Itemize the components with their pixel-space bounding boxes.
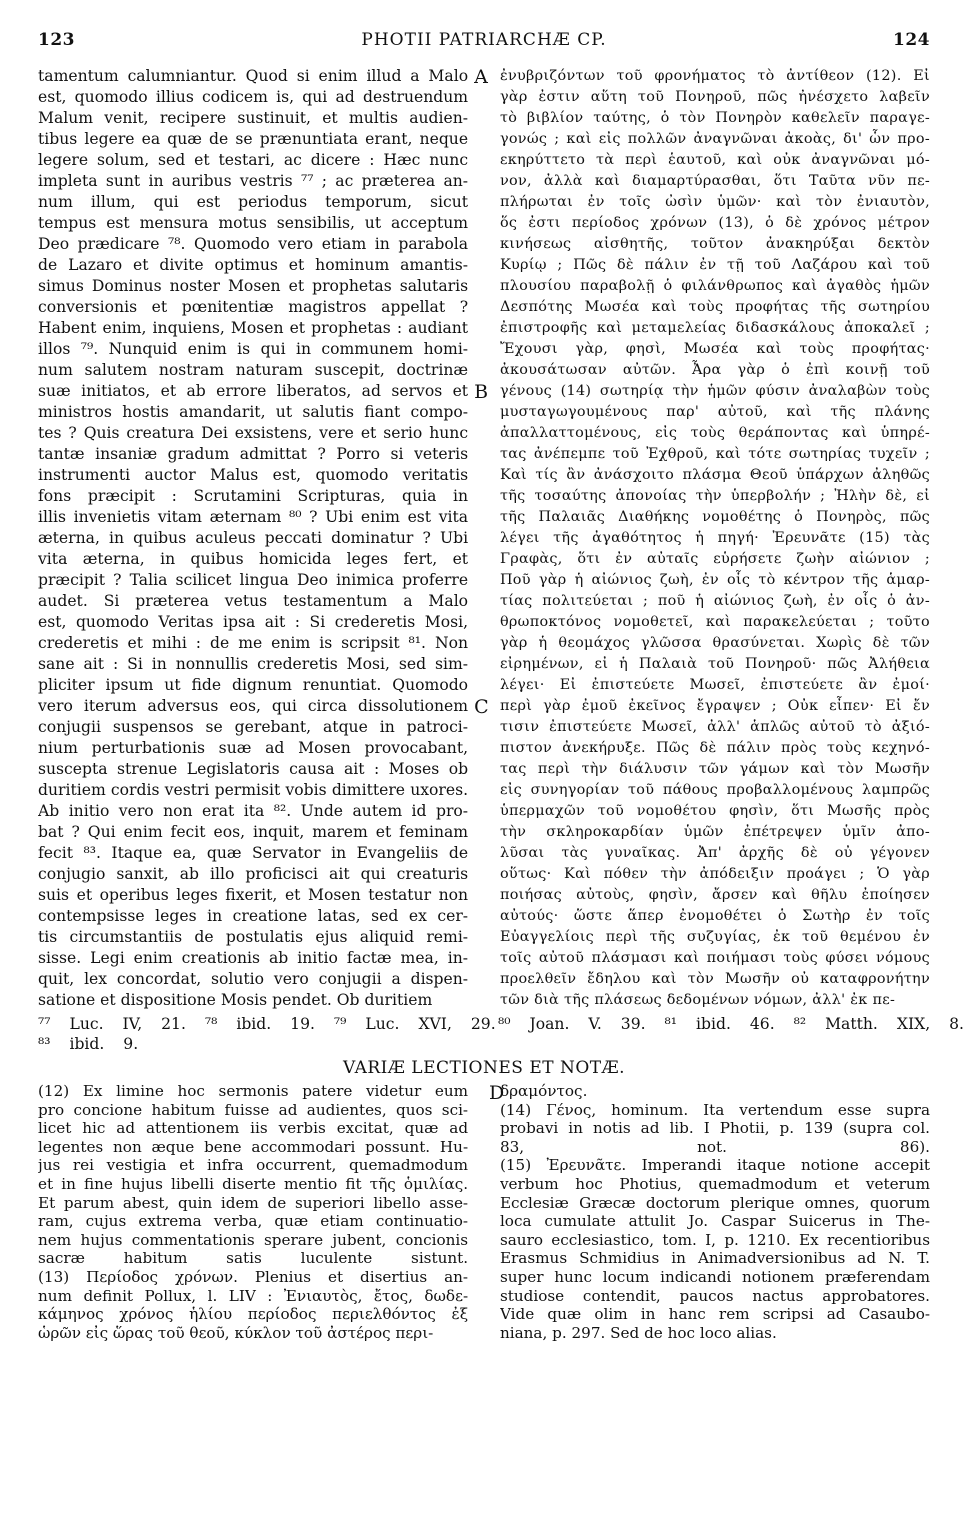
text-line: τίας πολιτεύεται ; ποῦ ἡ αἰώνιος ζωὴ, ἐν οἷς ὁ ἀν- <box>499 593 931 609</box>
note-line: studiose contendit, paucos nactus approbatores. <box>499 1286 931 1305</box>
text-line: ministros hostis amandarit, ut salutis fiant compo- <box>38 403 469 421</box>
text-line: τῆς τοσαύτης ἀπονοίας τὴν ὑπερβολήν ; Ἠλὴν δὲ, εἰ <box>499 488 931 504</box>
text-line: ἀπαλλαττομένους, εἰς τοὺς θεράποντας καὶ ὑπηρέ- <box>499 425 931 441</box>
text-line: tis circumstantiis de postulatis ejus aliquid remi- <box>38 928 469 946</box>
text-line: sisse. Legi enim creationis ab initio factæ mea, in- <box>38 949 469 967</box>
text-line: legere solum, sed et testari, ac dicere : Hæc nunc <box>38 151 469 169</box>
notes-heading: VARIÆ LECTIONES ET NOTÆ. <box>342 1058 626 1078</box>
note-line: pro concione habitum fuisse ad audientes, quos sci- <box>38 1100 469 1119</box>
text-line: λέγει τῆς ἀγαθότητος ἡ πηγή· Ἐρευνᾶτε (15) τὰς <box>499 530 931 546</box>
text-line: tibus legere ea quæ de se prænuntiata erant, neque <box>38 130 469 148</box>
column-gutter <box>468 66 500 1011</box>
notes-right-column <box>500 1082 930 1342</box>
text-line: illis invenietis vitam æternam ⁸⁰ ? Ubi enim est vita <box>38 508 469 526</box>
text-line: nium perturbationis suæ ad Mosen provocabant, <box>38 739 469 757</box>
variant-notes <box>38 1082 930 1342</box>
text-line: ὅς ἐστι περίοδος χρόνων (13), ὁ δὲ χρόνος μέτρον <box>499 215 931 231</box>
text-line: ἀκουσάτωσαν αὐτῶν. Ἆρα γὰρ ὁ ἐπὶ κοινῇ τοῦ <box>499 362 931 378</box>
text-line: satione et dispositione Mosis pendet. Ob duritiem <box>38 991 433 1009</box>
text-line: λῦσαι τὰς γυναῖκας. Ἀπ' ἀρχῆς δὲ οὐ γέγονεν <box>499 845 931 861</box>
text-line: suscepta strenue Legislatoris causa ait : Moses ob <box>38 760 469 778</box>
text-line: crederetis et mihi : de me enim is scripsit ⁸¹. Non <box>38 634 469 652</box>
note-line: verbum hoc Photius, quemadmodum et veterum <box>499 1174 931 1193</box>
section-marker-b: B <box>474 381 489 403</box>
text-line: Ποῦ γὰρ ἡ αἰώνιος ζωὴ, ἐν οἷς τὸ κέντρον τῆς ἁμαρ- <box>499 572 931 588</box>
text-line: κινήσεως αἰσθητῆς, τοῦτον ἀνακηρύξαι δεκτὸν <box>499 236 931 252</box>
text-line: ὑπερμαχῶν τοῦ νομοθέτου φησὶν, ὅτι Μωσῆς πρὸς <box>499 803 931 819</box>
text-line: ποιήσας αὐτοὺς, φησὶν, ἄρσεν καὶ θῆλυ ἐποίησεν <box>499 887 931 903</box>
text-line: Κυρίῳ ; Πῶς δὲ πάλιν ἐν τῇ τοῦ Λαζάρου καὶ τοῦ <box>499 257 931 273</box>
text-line: simus Dominus noster Mosen et prophetas salutaris <box>38 277 469 295</box>
footnote-line: ⁸³ ibid. 9. <box>38 1035 139 1053</box>
text-line: quit, lex concordat, solutio vero conjugii a dispen- <box>38 970 469 988</box>
text-line: impleta sunt in auribus vestris ⁷⁷ ; ac præterea an- <box>38 172 469 190</box>
note-line: et in fine hujus libelli diserte mentio fit τῆς ὁμιλίας. <box>38 1174 469 1193</box>
text-line: conjugio sanxit, ab illo proficisci ait qui creaturis <box>38 865 469 883</box>
note-line: niana, p. 297. Sed de hoc loco alias. <box>499 1323 777 1342</box>
note-line: ὡρῶν εἰς ὥρας τοῦ θεοῦ, κύκλον τοῦ ἀστέρος περι- <box>38 1323 434 1342</box>
text-line: Deo prædicare ⁷⁸. Quomodo vero etiam in parabola <box>38 235 469 253</box>
text-line: νον, ἀλλὰ καὶ διαμαρτύρασθαι, ὅτι Ταῦτα νῦν πε- <box>499 173 931 189</box>
text-line: sane ait : Si in nonnullis crederetis Mosi, sed sim- <box>38 655 469 673</box>
running-title: PHOTII PATRIARCHÆ CP. <box>361 30 607 50</box>
text-line: Ab initio vero non erat ita ⁸². Unde autem id pro- <box>38 802 469 820</box>
text-line: num salutem nostram naturam suscepit, doctrinæ <box>38 361 469 379</box>
text-line: τοῖς αὐτοῦ πλάσμασι καὶ ποιήμασι τοὺς φύσει νόμους <box>499 950 931 966</box>
text-line: æterna, in quibus aculeus peccati dominatur ? Ubi <box>38 529 469 547</box>
text-line: ἐνυβριζόντων τοῦ φρονήματος τὸ ἀντίθεον (12). Εἰ <box>499 68 931 84</box>
text-line: fecit ⁸³. Itaque ea, quæ Servator in Evangeliis de <box>38 844 469 862</box>
note-line: sauro ecclesiastico, tom. I, p. 1210. Ex recentioribus <box>499 1230 931 1249</box>
note-line: licet hic ad attentionem iis verbis excitat, quæ ad <box>38 1119 469 1138</box>
text-line: Εὐαγγελίοις περὶ τῆς συζυγίας, ἐκ τοῦ θεμένου ἐν <box>499 929 931 945</box>
text-line: suæ initiatos, et ab errore liberatos, ad servos et <box>38 382 469 400</box>
text-line: instrumenti auctor Malus est, quomodo veritatis <box>38 466 469 484</box>
text-line: τας περὶ τὴν διάλυσιν τῶν γάμων καὶ τὸν Μωσῆν <box>499 761 931 777</box>
text-line: γονώς ; καὶ εἰς πολλῶν ἀναγνῶναι ἀκοὰς, δι' ὧν προ- <box>499 131 931 147</box>
text-line: fons præcipit : Scrutamini Scripturas, quia in <box>38 487 469 505</box>
text-line: tamentum calumniantur. Quod si enim illud a Malo <box>38 67 469 85</box>
text-line: conversionis et pœnitentiæ magistros appellat ? <box>38 298 469 316</box>
main-text <box>38 66 930 1011</box>
text-line: θρωποκτόνος νομοθετεῖ, καὶ παρακελεύεται ; τοῦτο <box>499 614 931 630</box>
text-line: tantæ insaniæ gradum admittat ? Porro si veteris <box>38 445 469 463</box>
section-marker-d: D <box>489 1082 505 1104</box>
text-line: ἐπιστροφῆς καὶ μεταμελείας διδασκάλους ἀποκαλεῖ ; <box>499 320 931 336</box>
note-line: ram, cujus extrema verba, quæ etiam continuatio- <box>38 1212 469 1231</box>
footnote-line: ⁷⁷ Luc. IV, 21. ⁷⁸ ibid. 19. ⁷⁹ Luc. XVI, 29. <box>38 1015 496 1033</box>
notes-left-column <box>38 1082 468 1342</box>
text-line: γένους (14) σωτηρίᾳ τὴν ἡμῶν φύσιν ἀναλαβὼν τοὺς <box>499 383 931 399</box>
text-line: tempus est mensura motus sensibilis, ut acceptum <box>38 214 469 232</box>
text-line: τας ἀνέπεμπε τοῦ Ἐχθροῦ, καὶ τότε σωτηρίας τυχεῖν ; <box>499 446 931 462</box>
text-line: illos ⁷⁹. Nunquid enim is qui in communem homi- <box>38 340 469 358</box>
note-line: κάμηνος χρόνος ἡλίου περίοδος περιελθόντος ἐξ <box>38 1305 469 1324</box>
latin-column <box>38 66 468 1011</box>
note-line: jus rei vestigia et infra occurrent, quemadmodum <box>38 1156 469 1175</box>
text-line: αὐτούς· ὥστε ἅπερ ἐνομοθέτει ὁ Σωτὴρ ἐν τοῖς <box>499 908 931 924</box>
text-line: bat ? Qui enim fecit eos, inquit, marem et feminam <box>38 823 469 841</box>
note-line: (13) Περίοδος χρόνων. Plenius et disertius an- <box>38 1267 469 1286</box>
running-header <box>38 30 930 54</box>
footnotes-left <box>38 1014 496 1054</box>
note-line: super hunc locum indicandi notionem præferendam <box>499 1267 931 1286</box>
text-line: λέγει· Εἰ ἐπιστεύετε Μωσεῖ, ἐπιστεύετε ἂν ἐμοί· <box>499 677 931 693</box>
footnotes <box>38 1014 964 1054</box>
text-line: Καὶ τίς ἂν ἀνάσχοιτο πλάσμα Θεοῦ ὑπάρχων ἀληθῶς <box>499 467 931 483</box>
text-line: εκηρύττετο τὰ περὶ ἑαυτοῦ, καὶ οὐκ ἀναγνῶναι μό- <box>499 152 931 168</box>
text-line: Δεσπότης Μωσέα καὶ τοὺς προφήτας τῆς σωτηρίου <box>499 299 931 315</box>
text-line: contempsisse leges in creatione latas, sed ex cer- <box>38 907 469 925</box>
note-line: (12) Ex limine hoc sermonis patere videtur eum <box>38 1082 469 1100</box>
text-line: γὰρ ἐστιν αὕτη τοῦ Πονηροῦ, πῶς ἠνέσχετο λαβεῖν <box>499 89 931 105</box>
note-line: sacræ habitum satis luculente sistunt. <box>38 1249 469 1268</box>
note-line: nem hujus commentationis sperare jubent, concionis <box>38 1230 469 1249</box>
note-line: probavi in notis ad lib. I Photii, p. 139 (supra col. <box>499 1119 931 1138</box>
text-line: num illum, qui est periodus temporum, sicut <box>38 193 469 211</box>
note-line: Et parum abest, quin idem de superiori libello asse- <box>38 1193 469 1212</box>
greek-column <box>500 66 930 1011</box>
note-line: (15) Ἐρευνᾶτε. Imperandi itaque notione accepit <box>499 1156 931 1175</box>
text-line: μυσταγωγουμένους παρ' αὐτοῦ, καὶ τῆς πλάνης <box>499 404 931 420</box>
note-line: legentes non æque bene accommodari possunt. Hu- <box>38 1137 469 1156</box>
section-marker-a: A <box>474 66 488 88</box>
text-line: præcipit ? Talia scilicet lingua Deo inimica proferre <box>38 571 469 589</box>
text-line: τὸ βιβλίον ταύτης, ὁ τὸν Πονηρὸν καθελεῖν παραγε- <box>499 110 931 126</box>
text-line: τισιν ἐπιστεύετε Μωσεῖ, ἀλλ' ἁπλῶς αὐτοῦ τὸ ἀξιό- <box>499 719 931 735</box>
left-page-number: 123 <box>38 30 75 50</box>
text-line: conjugii suspensos se gerebant, atque in patroci- <box>38 718 469 736</box>
text-line: τῶν διὰ τῆς πλάσεως δεδομένων νόμων, ἀλλ' ἐκ πε- <box>499 992 896 1008</box>
text-line: duritiem cordis vestri permisit vobis dimittere uxores. <box>38 781 469 799</box>
text-line: vita æterna, in quibus homicida leges fert, et <box>38 550 469 568</box>
text-line: περὶ γὰρ ἐμοῦ ἐκεῖνος ἔγραψεν ; Οὐκ εἶπεν· Εἰ ἔν <box>499 698 931 714</box>
note-line: 83, not. 86). <box>499 1137 931 1156</box>
text-line: tes ? Quis creatura Dei exsistens, vere et serio hunc <box>38 424 469 442</box>
text-line: εἰρημένων, εἰ ἡ Παλαιὰ τοῦ Πονηροῦ· πῶς Ἀλήθεια <box>499 656 931 672</box>
text-line: τῆς Παλαιᾶς Διαθήκης νομοθέτης ὁ Πονηρὸς, πῶς <box>499 509 931 525</box>
text-line: de Lazaro et divite optimus et hominum amantis- <box>38 256 469 274</box>
note-line: loca cumulate attulit Jo. Caspar Suicerus in The- <box>499 1212 931 1231</box>
note-line: δραμόντος. <box>499 1082 588 1100</box>
note-line: Erasmus Schmidius in Animadversionibus ad N. T. <box>499 1249 931 1268</box>
note-line: Ecclesiæ Græcæ doctorum plerique omnes, quorum <box>499 1193 931 1212</box>
text-line: τὴν σκληροκαρδίαν ὑμῶν ἐπέτρεψεν ὑμῖν ἀπο- <box>499 824 931 840</box>
text-line: πιστον ἀνεκήρυξε. Πῶς δὲ πάλιν πρὸς τοὺς κεχηνό- <box>499 740 931 756</box>
note-line: num definit Pollux, l. LIV : Ἐνιαυτὸς, ἔτος, δωδε- <box>38 1286 469 1305</box>
text-line: εἰς συνηγορίαν τοῦ πάθους προβαλλομένους λαμπρῶς <box>499 782 931 798</box>
text-line: est, quomodo illius codicem is, qui ad destruendum <box>38 88 469 106</box>
note-line: Vide quæ olim in hanc rem scripsi ad Casaubo- <box>499 1305 931 1324</box>
text-line: προελθεῖν ἔδηλου καὶ τὸν Μωσῆν οὐ καταφρονήτην <box>499 971 931 987</box>
text-line: πλουσίου παραβολῇ ὁ φιλάνθρωπος καὶ ἀγαθὸς ἡμῶν <box>499 278 931 294</box>
text-line: est, quomodo Veritas ipsa ait : Si crederetis Mosi, <box>38 613 469 631</box>
text-line: vero iterum adversus eos, qui circa dissolutionem <box>38 697 469 715</box>
text-line: pliciter ipsum ut fide dignum renuntiat. Quomodo <box>38 676 469 694</box>
right-page-number: 124 <box>893 30 930 50</box>
footnotes-right <box>498 1014 964 1054</box>
text-line: Ἔχουσι γὰρ, φησὶ, Μωσέα καὶ τοὺς προφήτας· <box>499 341 931 357</box>
text-line: Habent enim, inquiens, Mosen et prophetas : audiant <box>38 319 469 337</box>
section-marker-c: C <box>474 696 489 718</box>
text-line: γὰρ ἡ θεομάχος γλῶσσα θρασύνεται. Χωρὶς δὲ τῶν <box>499 635 931 651</box>
text-line: suis et operibus leges fixerit, et Mosen testatur non <box>38 886 469 904</box>
text-line: Malum venit, recipere sustinuit, et multis audien- <box>38 109 469 127</box>
note-line: (14) Γένος, hominum. Ita vertendum esse supra <box>499 1100 931 1119</box>
text-line: audet. Si præterea vetus testamentum a Malo <box>38 592 469 610</box>
text-line: οὕτως· Καὶ πόθεν τὴν ἀπόδειξιν προάγει ; Ὁ γὰρ <box>499 866 931 882</box>
text-line: Γραφὰς, ὅτι ἐν αὐταῖς εὑρήσετε ζωὴν αἰώνιον ; <box>499 551 931 567</box>
text-line: πλήρωται ἐν τοῖς ὠσὶν ὑμῶν· καὶ τὸν ἐνιαυτὸν, <box>499 194 931 210</box>
footnote-line: ⁸⁰ Joan. V. 39. ⁸¹ ibid. 46. ⁸² Matth. XIX, 8. <box>498 1015 964 1033</box>
